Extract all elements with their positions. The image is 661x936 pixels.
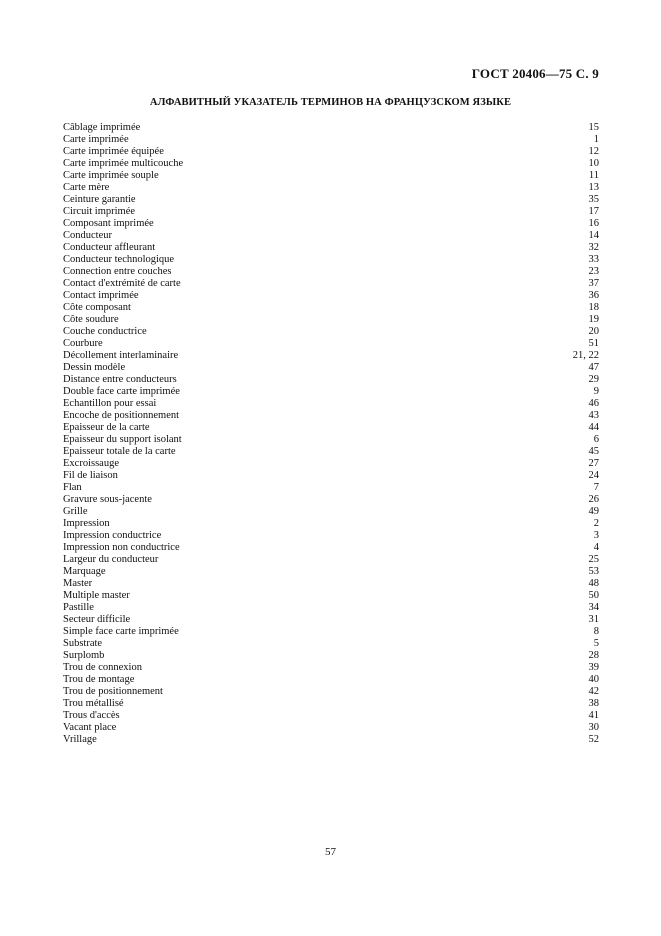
index-entry-ref: 21, 22 (572, 350, 599, 361)
index-entry-ref: 39 (588, 662, 599, 673)
index-entry-ref: 44 (588, 422, 599, 433)
index-entry-ref: 45 (588, 446, 599, 457)
index-entry (63, 434, 599, 446)
index-entry-ref: 38 (588, 698, 599, 709)
index-entry-ref: 47 (588, 362, 599, 373)
index-entry-term: Conducteur (63, 230, 112, 241)
index-entry-term: Grille (63, 506, 88, 517)
index-entry-term: Câblage imprimée (63, 122, 141, 133)
index-entry-ref: 26 (588, 494, 599, 505)
index-entry-ref: 34 (588, 602, 599, 613)
index-entry-term: Conducteur affleurant (63, 242, 156, 253)
index-entry-term: Epaisseur totale de la carte (63, 446, 176, 457)
index-entry-ref: 11 (588, 170, 599, 181)
index-entry-ref: 24 (588, 470, 599, 481)
index-entry-ref: 6 (593, 434, 599, 445)
index-entry-term: Fil de liaison (63, 470, 118, 481)
index-entry-term: Trou de positionnement (63, 686, 163, 697)
index-entry (63, 662, 599, 674)
index-entry-term: Carte mère (63, 182, 110, 193)
index-entry (63, 134, 599, 146)
index-entry-term: Trous d'accès (63, 710, 120, 721)
index-entry-term: Dessin modèle (63, 362, 126, 373)
index-entry-term: Trou de montage (63, 674, 135, 685)
index-entry-term: Epaisseur de la carte (63, 422, 150, 433)
index-entry-ref: 2 (593, 518, 599, 529)
index-entry-term: Trou de connexion (63, 662, 142, 673)
index-entry-ref: 9 (593, 386, 599, 397)
index-entry (63, 386, 599, 398)
index-entry-term: Connection entre couches (63, 266, 172, 277)
index-entry-term: Impression (63, 518, 110, 529)
index-entry-ref: 43 (588, 410, 599, 421)
index-entry-term: Vrillage (63, 734, 97, 745)
index-entry (63, 290, 599, 302)
index-entry-term: Composant imprimée (63, 218, 154, 229)
index-entry-term: Epaisseur du support isolant (63, 434, 182, 445)
index-entry (63, 410, 599, 422)
index-entry (63, 350, 599, 362)
index-entry (63, 458, 599, 470)
index-entry-ref: 33 (588, 254, 599, 265)
index-entry-ref: 30 (588, 722, 599, 733)
index-entry-term: Master (63, 578, 93, 589)
index-entry-ref: 16 (588, 218, 599, 229)
index-entry-term: Circuit imprimée (63, 206, 136, 217)
index-entry (63, 578, 599, 590)
index-entry-term: Courbure (63, 338, 103, 349)
index-entry-ref: 17 (588, 206, 599, 217)
index-entry-ref: 37 (588, 278, 599, 289)
index-entry-ref: 15 (588, 122, 599, 133)
index-entry (63, 362, 599, 374)
index-entry (63, 242, 599, 254)
index-entry-ref: 23 (588, 266, 599, 277)
index-entry (63, 674, 599, 686)
index-entry (63, 374, 599, 386)
index-entry (63, 254, 599, 266)
index-entry-term: Contact imprimée (63, 290, 139, 301)
index-entry (63, 554, 599, 566)
index-entry-term: Encoche de positionnement (63, 410, 180, 421)
index-entry (63, 530, 599, 542)
index-entry-term: Carte imprimée équipée (63, 146, 164, 157)
index-entry-term: Impression conductrice (63, 530, 162, 541)
index-entry-term: Gravure sous-jacente (63, 494, 152, 505)
index-entry-term: Ceinture garantie (63, 194, 136, 205)
index-entry (63, 146, 599, 158)
index-entry-term: Surplomb (63, 650, 105, 661)
index-entry-ref: 27 (588, 458, 599, 469)
index-entry-term: Secteur difficile (63, 614, 131, 625)
index-entry (63, 482, 599, 494)
index-entry (63, 566, 599, 578)
index-entry (63, 314, 599, 326)
index-entry-term: Impression non conductrice (63, 542, 180, 553)
index-entry-ref: 51 (588, 338, 599, 349)
index-entry-ref: 13 (588, 182, 599, 193)
index-entry-term: Excroissauge (63, 458, 119, 469)
index-entry-term: Carte imprimée souple (63, 170, 159, 181)
index-entry (63, 470, 599, 482)
index-entry-term: Simple face carte imprimée (63, 626, 179, 637)
index-entry (63, 446, 599, 458)
page-number: 57 (325, 846, 336, 858)
index-entry (63, 542, 599, 554)
index-entry-ref: 40 (588, 674, 599, 685)
index-entry (63, 158, 599, 170)
index-entry (63, 266, 599, 278)
index-entry-ref: 50 (588, 590, 599, 601)
index-entry-term: Couche conductrice (63, 326, 147, 337)
index-entry (63, 518, 599, 530)
index-entry-term: Marquage (63, 566, 106, 577)
index-entry (63, 686, 599, 698)
index-entry (63, 602, 599, 614)
index-entry-ref: 19 (588, 314, 599, 325)
index-entry-term: Largeur du conducteur (63, 554, 159, 565)
index-entry-ref: 36 (588, 290, 599, 301)
index-entry-term: Conducteur technologique (63, 254, 175, 265)
index-entry (63, 710, 599, 722)
index-entry-ref: 42 (588, 686, 599, 697)
index-entry (63, 698, 599, 710)
index-entry (63, 398, 599, 410)
index-entry-ref: 52 (588, 734, 599, 745)
index-entry (63, 614, 599, 626)
index-entry-ref: 32 (588, 242, 599, 253)
page-header-standard-ref: ГОСТ 20406—75 С. 9 (471, 66, 599, 81)
index-entry-ref: 14 (588, 230, 599, 241)
index-entry-term: Contact d'extrémité de carte (63, 278, 181, 289)
index-entry (63, 122, 599, 134)
index-entry-ref: 8 (593, 626, 599, 637)
index-entry-term: Vacant place (63, 722, 117, 733)
index-entry-term: Substrate (63, 638, 103, 649)
index-entry-ref: 18 (588, 302, 599, 313)
index-entry-term: Pastille (63, 602, 94, 613)
index-entry (63, 638, 599, 650)
index-entry-ref: 28 (588, 650, 599, 661)
index-entry-ref: 48 (588, 578, 599, 589)
index-entry-ref: 10 (588, 158, 599, 169)
index-entry-term: Côte composant (63, 302, 131, 313)
index-entry-ref: 53 (588, 566, 599, 577)
index-entry-ref: 31 (588, 614, 599, 625)
index-entry-term: Décollement interlaminaire (63, 350, 179, 361)
index-entry-ref: 41 (588, 710, 599, 721)
index-entry-term: Flan (63, 482, 82, 493)
index-entry-ref: 7 (593, 482, 599, 493)
index-entry-term: Côte soudure (63, 314, 119, 325)
index-entry-ref: 4 (593, 542, 599, 553)
index-entry (63, 302, 599, 314)
index-entry-term: Double face carte imprimée (63, 386, 180, 397)
index-entry-ref: 29 (588, 374, 599, 385)
index-entry (63, 506, 599, 518)
index-entry (63, 182, 599, 194)
index-entry (63, 338, 599, 350)
index-entry-ref: 3 (593, 530, 599, 541)
index-entry (63, 626, 599, 638)
index-title: АЛФАВИТНЫЙ УКАЗАТЕЛЬ ТЕРМИНОВ НА ФРАНЦУЗСКОМ ЯЗЫКЕ (149, 97, 512, 108)
index-entry-term: Trou métallisé (63, 698, 124, 709)
index-entry-ref: 35 (588, 194, 599, 205)
index-entry-term: Echantillon pour essai (63, 398, 157, 409)
index-entry (63, 722, 599, 734)
index-entry-term: Carte imprimée (63, 134, 129, 145)
index-entry (63, 590, 599, 602)
index-entry (63, 422, 599, 434)
index-entry (63, 650, 599, 662)
index-entry (63, 326, 599, 338)
index-entry-ref: 5 (593, 638, 599, 649)
index-entry-ref: 12 (588, 146, 599, 157)
index-entry-ref: 1 (593, 134, 599, 145)
index-entry (63, 494, 599, 506)
index-entry-ref: 25 (588, 554, 599, 565)
index-entry (63, 170, 599, 182)
index-entry-term: Distance entre conducteurs (63, 374, 177, 385)
index-entry (63, 230, 599, 242)
index-entry (63, 218, 599, 230)
index-entry (63, 734, 599, 746)
index-entry-ref: 20 (588, 326, 599, 337)
index-entry-term: Multiple master (63, 590, 130, 601)
index-entry-ref: 49 (588, 506, 599, 517)
index-entry-ref: 46 (588, 398, 599, 409)
index-entry (63, 278, 599, 290)
index-entry (63, 206, 599, 218)
index-entry (63, 194, 599, 206)
term-index-list (63, 122, 599, 746)
index-entry-term: Carte imprimée multicouche (63, 158, 184, 169)
